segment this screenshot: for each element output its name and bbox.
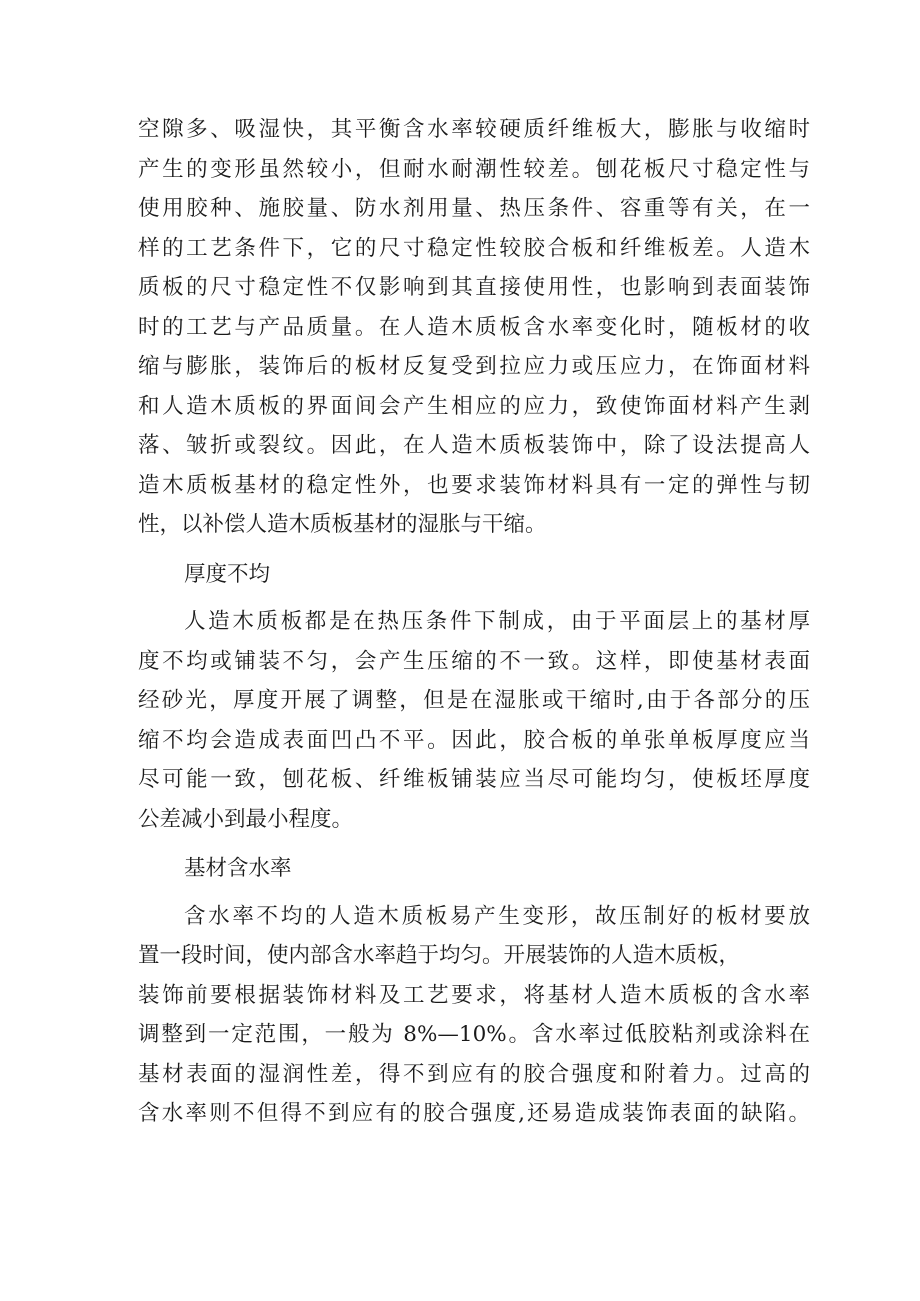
text-line: 和人造木质板的界面间会产生相应的应力，致使饰面材料产生剥 <box>138 393 810 419</box>
text-line: 落、皱折或裂纹。因此，在人造木质板装饰中，除了设法提高人 <box>138 433 810 458</box>
text-line: 调整到一定范围，一般为 8%—10%。含水率过低胶粘剂或涂料在 <box>138 1022 810 1047</box>
text-line: 缩与膨胀，装饰后的板材反复受到拉应力或压应力，在饰面材料 <box>138 354 810 379</box>
text-line: 缩不均会造成表面凹凸不平。因此，胶合板的单张单板厚度应当 <box>138 727 810 753</box>
text-line: 度不均或铺装不匀，会产生压缩的不一致。这样，即使基材表面 <box>138 648 810 674</box>
text-line: 性，以补偿人造木质板基材的湿胀与干缩。 <box>138 512 547 537</box>
text-line: 经砂光，厚度开展了调整，但是在湿胀或干缩时,由于各部分的压 <box>138 688 810 713</box>
text-line: 装饰前要根据装饰材料及工艺要求，将基材人造木质板的含水率 <box>138 982 810 1008</box>
text-line: 人造木质板都是在热压条件下制成，由于平面层上的基材厚 <box>184 609 810 634</box>
text-line: 产生的变形虽然较小，但耐水耐潮性较差。刨花板尺寸稳定性与 <box>138 156 810 182</box>
text-line: 空隙多、吸湿快，其平衡含水率较硬质纤维板大，膨胀与收缩时 <box>138 117 810 142</box>
text-line: 样的工艺条件下，它的尺寸稳定性较胶合板和纤维板差。人造木 <box>138 235 810 261</box>
text-line: 基材表面的湿润性差，得不到应有的胶合强度和附着力。过高的 <box>138 1061 810 1087</box>
text-line: 公差减小到最小程度。 <box>138 806 354 832</box>
text-line: 时的工艺与产品质量。在人造木质板含水率变化时，随板材的收 <box>138 314 810 340</box>
paragraph-thickness <box>138 602 810 839</box>
section-heading-moisture: 基材含水率 <box>184 856 292 881</box>
text-line: 使用胶种、施胶量、防水剂用量、热压条件、容重等有关，在一 <box>138 196 810 221</box>
section-heading-thickness: 厚度不均 <box>184 561 271 587</box>
document-body <box>138 110 810 1134</box>
paragraph-dimensional-stability <box>138 110 810 545</box>
text-line: 造木质板基材的稳定性外，也要求装饰材料具有一定的弹性与韧 <box>138 472 810 498</box>
text-line: 质板的尺寸稳定性不仅影响到其直接使用性，也影响到表面装饰 <box>138 275 810 300</box>
text-line: 置一段时间，使内部含水率趋于均匀。开展装饰的人造木质板， <box>138 943 741 968</box>
text-line: 尽可能一致，刨花板、纤维板铺装应当尽可能均匀，使板坯厚度 <box>138 767 810 792</box>
text-line: 含水率则不但得不到应有的胶合强度,还易造成装饰表面的缺陷。 <box>138 1101 810 1126</box>
paragraph-moisture <box>138 897 810 1134</box>
text-line: 含水率不均的人造木质板易产生变形，故压制好的板材要放 <box>184 903 810 929</box>
